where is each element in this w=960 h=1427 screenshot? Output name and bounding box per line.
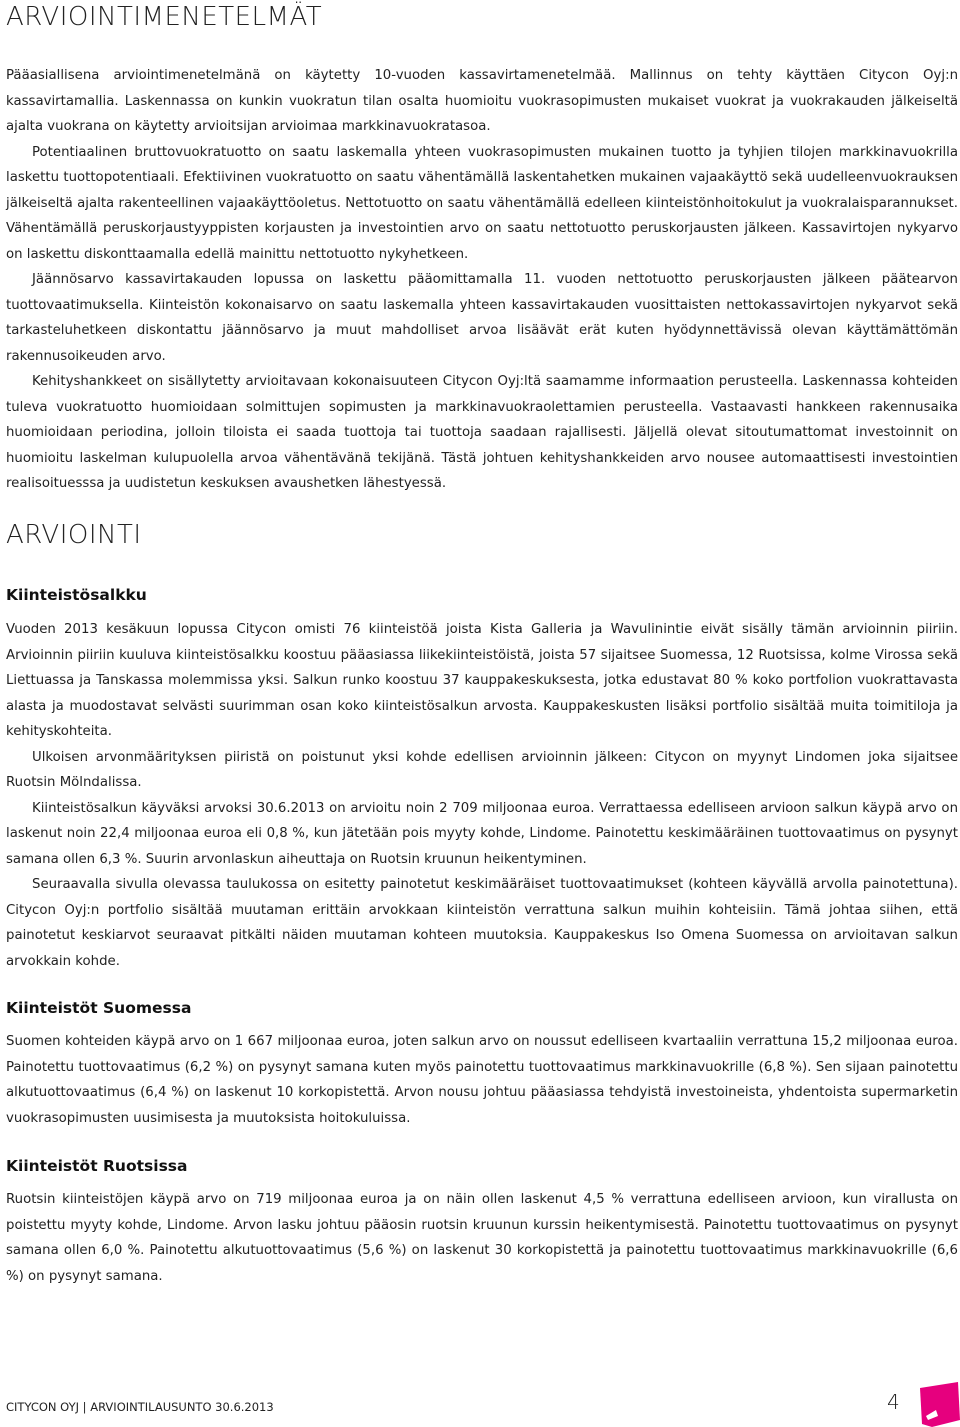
section-title-valuation: ARVIOINTI xyxy=(6,520,142,550)
citycon-logo-icon xyxy=(918,1380,960,1427)
paragraph: Ulkoisen arvonmäärityksen piiristä on poistunut yksi kohde edellisen arvioinnin jälkeen: Citycon on myynyt Lindomen joka sijaitsee Ruotsin Mölndalissa. xyxy=(6,749,958,790)
paragraph: Seuraavalla sivulla olevassa taulukossa on esitetty painotetut keskimääräiset tuottovaatimukset (kohteen käyvällä arvolla painotettuna). Citycon Oyj:n portfolio sisältää muutaman erittäin arvokkaan kiinteistön verrattuna salkun muihin kohteisiin. Tämä johtaa siihen, että painotetut keskiarvot seuraavat pitkälti näiden muutaman kohteen muutoksia. Kauppakeskus Iso Omena Suomessa on arvioitavan salkun arvokkain kohde. xyxy=(6,877,958,969)
paragraph: Jäännösarvo kassavirtakauden lopussa on laskettu pääomittamalla 11. vuoden nettotuotto peruskorjausten jälkeen päätearvon tuottovaatimuksella. Kiinteistön kokonaisarvo on saatu laskemalla yhteen kassavirtakauden vuosittaisten nettokassavirtojen nykyarvot sekä tarkasteluhetkeen diskontattu jäännösarvo ja muut mahdolliset arvoa lisäävät erät kuten hyödynnettävissä olevan käyttämättömän rakennusoikeuden arvo. xyxy=(6,272,958,364)
sweden-text xyxy=(6,1187,958,1289)
subheading-portfolio: Kiinteistösalkku xyxy=(6,586,147,604)
section-title-valuation-methods: ARVIOINTIMENETELMÄT xyxy=(6,2,323,32)
valuation-methods-text xyxy=(6,63,958,497)
logo-shape xyxy=(920,1382,960,1427)
subheading-sweden: Kiinteistöt Ruotsissa xyxy=(6,1157,188,1175)
paragraph: Ruotsin kiinteistöjen käypä arvo on 719 miljoonaa euroa ja on näin ollen laskenut 4,5 % verrattuna edelliseen arvioon, kun virallusta on poistettu myyty kohde, Lindome. Arvon lasku johtuu pääosin ruotsin kruunun kurssin heikentymisestä. Painotettu tuottovaatimus on pysynyt samana ollen 6,0 %. Painotettu alkutuottovaatimus (5,6 %) on laskenut 30 korkopistettä ja painotettu tuottovaatimus markkinavuokrille (6,6 %) on pysynyt samana. xyxy=(6,1192,958,1284)
footer-document-info: CITYCON OYJ | ARVIOINTILAUSUNTO 30.6.2013 xyxy=(6,1400,274,1414)
portfolio-text xyxy=(6,617,958,974)
finland-text xyxy=(6,1029,958,1131)
paragraph: Kiinteistösalkun käyväksi arvoksi 30.6.2013 on arvioitu noin 2 709 miljoonaa euroa. Verrattaessa edelliseen arvioon salkun käypä arvo on laskenut noin 22,4 miljoonaa euroa eli 0,8 %, kun jätetään pois myyty kohde, Lindome. Painotettu keskimääräinen tuottovaatimus on pysynyt samana ollen 6,3 %. Suurin arvonlaskun aiheuttaja on Ruotsin kruunun heikentyminen. xyxy=(6,800,958,867)
paragraph: Suomen kohteiden käypä arvo on 1 667 miljoonaa euroa, joten salkun arvo on noussut edelliseen kvartaaliin verrattuna 15,2 miljoonaa euroa. Painotettu tuottovaatimus (6,2 %) on pysynyt samana kuten myös painotettu tuottovaatimus markkinavuokrille (6,8 %). Sen sijaan painotettu alkutuottovaatimus (6,4 %) on laskenut 10 korkopistettä. Arvon nousu johtuu pääasiassa tehdyistä investoineista, yhdentoista supermarketin vuokrasopimusten uusimisesta ja muutoksista hoitokuluissa. xyxy=(6,1034,958,1126)
paragraph: Vuoden 2013 kesäkuun lopussa Citycon omisti 76 kiinteistöä joista Kista Galleria ja Wavulinintie eivät sisälly tämän arvioinnin piiriin. Arvioinnin piiriin kuuluva kiinteistösalkku koostuu pääasiassa liikekiinteistöistä, joista 57 sijaitsee Suomessa, 12 Ruotsissa, kolme Virossa sekä Liettuassa ja Tanskassa molemmissa yksi. Salkun runko koostuu 37 kauppakeskuksesta, jotka edustavat 80 % koko portfolion vuokrattavasta alasta ja muodostavat selvästi suurimman osan koko kiinteistösalkun arvosta. Kauppakeskusten lisäksi portfolio sisältää muita toimitiloja ja kehityskohteita. xyxy=(6,622,958,739)
subheading-finland: Kiinteistöt Suomessa xyxy=(6,999,192,1017)
paragraph: Potentiaalinen bruttovuokratuotto on saatu laskemalla yhteen vuokrasopimusten mukainen tuotto ja tyhjien tilojen markkinavuokrilla laskettu tuottopotentiaali. Efektiivinen vuokratuotto on saatu vähentämällä laskentahetken mukainen vajaakäyttö sekä uudelleenvuokrauksen jälkeiseltä ajalta rakenteellinen vajaakäyttöoletus. Nettotuotto on saatu vähentämällä edelleen kiinteistönhoitokulut ja vuokralaisparannukset. Vähentämällä peruskorjaustyyppisten korjausten ja investointien arvo on saatu nettotuotto peruskorjausten jälkeen. Kassavirtojen nykyarvo on laskettu diskonttaamalla edellä mainittu nettotuotto nykyhetkeen. xyxy=(6,144,958,262)
paragraph: Kehityshankkeet on sisällytetty arvioitavaan kokonaisuuteen Citycon Oyj:ltä saamamme informaation perusteella. Laskennassa kohteiden tuleva vuokratuotto huomioidaan solmittujen sopimusten ja markkinavuokraolettamien perusteella. Vastaavasti hankkeen rakennusaika huomioidaan periodina, jolloin tiloista ei saada tuottoja tai tuottoja saadaan rajallisesti. Jäljellä olevat sitoutumattomat investoinnit on huomioitu laskelman kulupuolella arvoa vähentävänä tekijänä. Tästä johtuen kehityshankkeiden arvo nousee automaattisesti investointien realisoituesssa ja uudistetun keskuksen avaushetken lähestyessä. xyxy=(6,374,958,491)
page-number: 4 xyxy=(887,1390,900,1414)
paragraph: Pääasiallisena arviointimenetelmänä on käytetty 10-vuoden kassavirtamenetelmää. Mallinnus on tehty käyttäen Citycon Oyj:n kassavirtamallia. Laskennassa on kunkin vuokratun tilan osalta huomioitu vuokrasopimusten mukaiset vuokrat ja vuokrakauden jälkeiseltä ajalta vuokrana on käytetty arvioitsijan arvioimaa markkinavuokratasoa. xyxy=(6,68,958,134)
